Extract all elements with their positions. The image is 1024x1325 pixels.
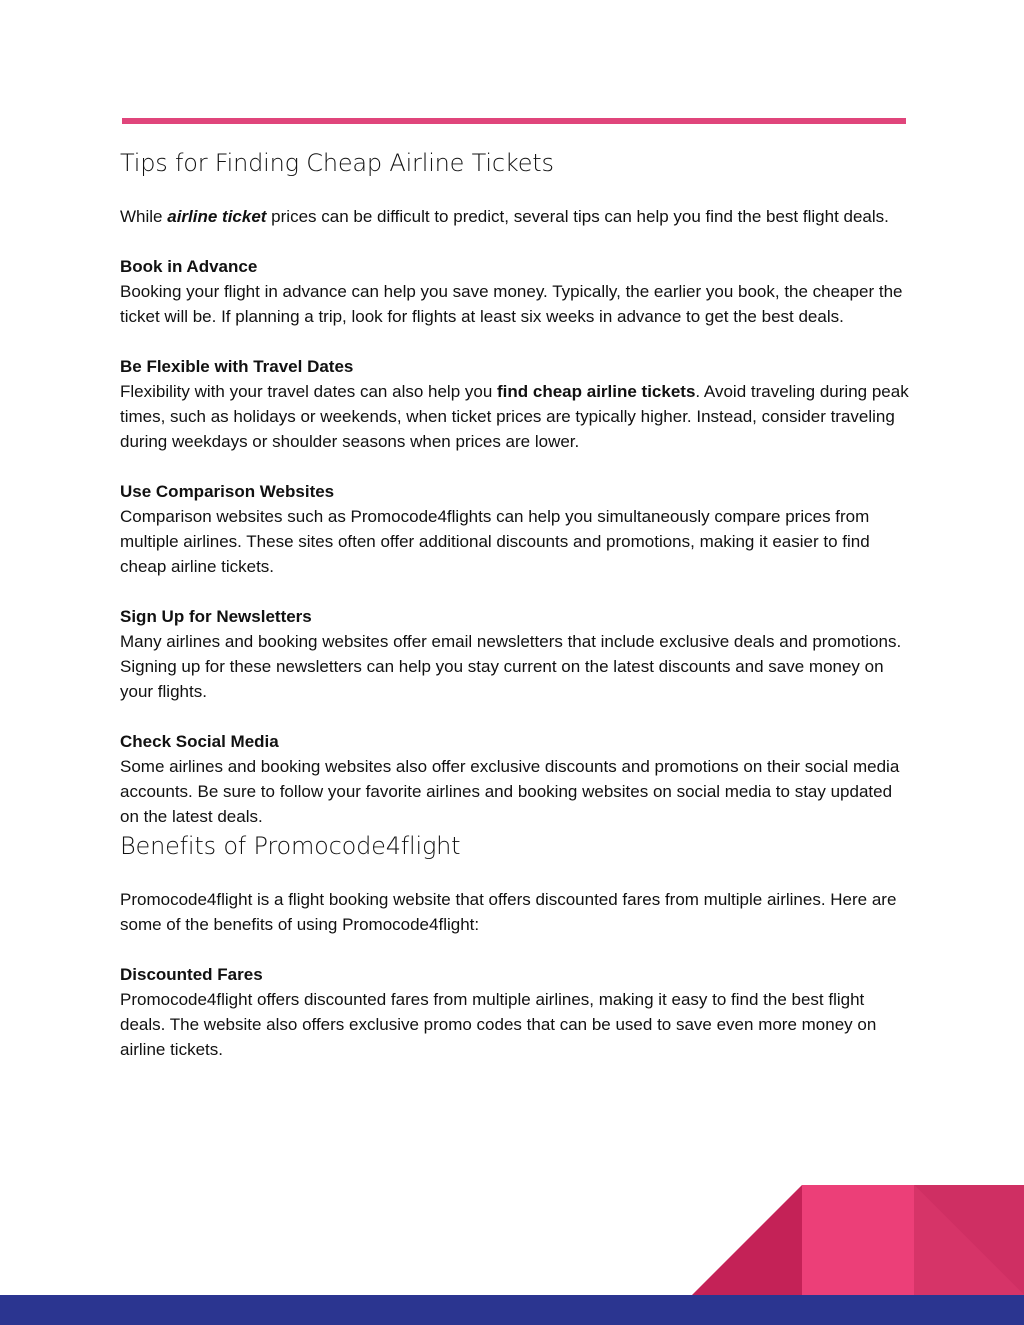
- tip-text: Flexibility with your travel dates can also help you find cheap airline tickets. Avoid traveling during peak times, such as holidays or weekends, when ticket prices are typically higher. Instead, consider traveling during weekdays or shoulder seasons when prices are lower.: [120, 382, 909, 451]
- tip-heading: Sign Up for Newsletters: [120, 607, 312, 626]
- tip-heading: Be Flexible with Travel Dates: [120, 357, 354, 376]
- benefit-heading: Discounted Fares: [120, 965, 263, 984]
- benefits-intro: Promocode4flight is a flight booking website that offers discounted fares from multiple airlines. Here are some of the benefits of using Promocode4flight:: [120, 890, 897, 934]
- tip-heading: Check Social Media: [120, 732, 279, 751]
- tip-text: Many airlines and booking websites offer email newsletters that include exclusive deals and promotions. Signing up for these newsletters can help you stay current on the latest discounts and save money on your flights.: [120, 632, 902, 701]
- benefit-text: Promocode4flight offers discounted fares from multiple airlines, making it easy to find the best flight deals. The website also offers exclusive promo codes that can be used to save even more money on airline tickets.: [120, 990, 877, 1059]
- tip-text: Some airlines and booking websites also offer exclusive discounts and promotions on their social media accounts. Be sure to follow your favorite airlines and booking websites on social media to stay updated on the latest deals.: [120, 757, 900, 826]
- top-accent-rule: [122, 118, 906, 124]
- tip-text: Comparison websites such as Promocode4flights can help you simultaneously compare prices from multiple airlines. These sites often offer additional discounts and promotions, making it easier to find cheap airline tickets.: [120, 507, 870, 576]
- section-title-tips: Tips for Finding Cheap Airline Tickets: [120, 149, 554, 177]
- footer-bar: [0, 1295, 1024, 1325]
- tips-intro: While airline ticket prices can be difficult to predict, several tips can help you find the best flight deals.: [120, 207, 889, 226]
- decor-crimson-triangle: [692, 1185, 802, 1295]
- section-title-benefits: Benefits of Promocode4flight: [120, 832, 461, 860]
- find-cheap-airline-tickets-link: find cheap airline tickets: [497, 382, 696, 401]
- tip-text: Booking your flight in advance can help you save money. Typically, the earlier you book, the cheaper the ticket will be. If planning a trip, look for flights at least six weeks in advance to get the best deals.: [120, 282, 903, 326]
- tip-heading: Book in Advance: [120, 257, 258, 276]
- document-content: [120, 146, 910, 1062]
- tip-heading: Use Comparison Websites: [120, 482, 335, 501]
- airline-ticket-link: airline ticket: [167, 207, 267, 226]
